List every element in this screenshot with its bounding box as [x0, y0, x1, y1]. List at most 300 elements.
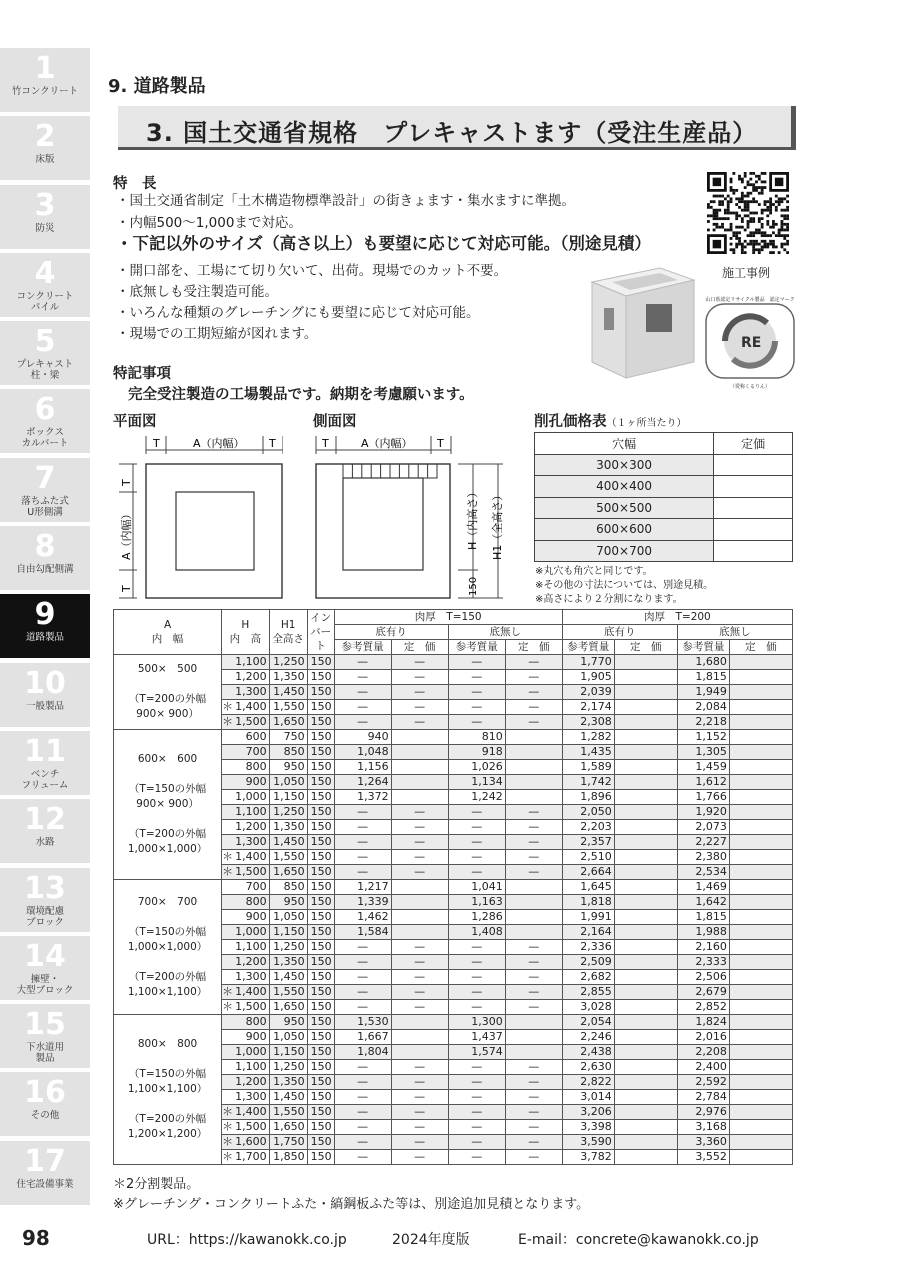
cell-h: 1,300	[233, 685, 269, 700]
cell-t150-nobottom-price: —	[505, 835, 562, 850]
cell-t200-bottom-weight: 1,818	[562, 895, 614, 910]
sidebar-item-11[interactable]	[0, 731, 90, 795]
cell-h1: 1,250	[269, 1060, 307, 1075]
plan-drawing	[113, 430, 283, 602]
cell-t150-bottom-price: —	[391, 700, 448, 715]
cell-t150-nobottom-price: —	[505, 970, 562, 985]
cell-mark	[222, 760, 234, 775]
qr-code-icon[interactable]	[707, 172, 789, 254]
cell-t150-bottom-weight: 1,264	[334, 775, 391, 790]
cell-t200-nobottom-price	[729, 955, 792, 970]
cell-invert: 150	[307, 1150, 334, 1165]
cell-mark	[222, 670, 234, 685]
cell-t200-nobottom-price	[729, 835, 792, 850]
cell-t200-nobottom-weight: 1,949	[677, 685, 729, 700]
cell-t150-bottom-price: —	[391, 985, 448, 1000]
cell-t150-bottom-weight: 1,217	[334, 880, 391, 895]
cell-t200-nobottom-weight: 2,400	[677, 1060, 729, 1075]
cell-h: 1,500	[233, 1120, 269, 1135]
cell-t150-bottom-price: —	[391, 655, 448, 670]
cell-t200-nobottom-weight: 1,920	[677, 805, 729, 820]
cell-t150-nobottom-weight: —	[448, 685, 505, 700]
cell-t200-bottom-price	[614, 670, 677, 685]
feature-item: ・開口部を、工場にて切り欠いて、出荷。現場でのカット不要。	[116, 263, 508, 279]
cell-t200-nobottom-weight: 1,824	[677, 1015, 729, 1030]
cell-t200-nobottom-price	[729, 700, 792, 715]
header-a: A 内 幅	[114, 610, 222, 655]
cell-h1: 1,250	[269, 805, 307, 820]
cell-h1: 1,150	[269, 1045, 307, 1060]
cell-h1: 1,650	[269, 1120, 307, 1135]
sidebar-item-number: 11	[24, 733, 66, 769]
cell-mark	[222, 910, 234, 925]
sidebar-item-9[interactable]	[0, 594, 90, 658]
cell-t150-bottom-weight: —	[334, 685, 391, 700]
cell-mark	[222, 1015, 234, 1030]
cell-t150-nobottom-weight: —	[448, 1000, 505, 1015]
cell-t150-nobottom-weight: —	[448, 670, 505, 685]
sidebar-item-label: その他	[30, 1110, 60, 1122]
cell-mark	[222, 655, 234, 670]
sidebar-item-15[interactable]	[0, 1004, 90, 1068]
cell-t200-bottom-weight: 1,282	[562, 730, 614, 745]
cell-t150-nobottom-weight: 918	[448, 745, 505, 760]
cell-t200-nobottom-price	[729, 970, 792, 985]
cell-t150-nobottom-weight: 1,574	[448, 1045, 505, 1060]
price-value	[714, 519, 793, 541]
cell-t150-nobottom-weight: 810	[448, 730, 505, 745]
cell-t150-bottom-weight: —	[334, 835, 391, 850]
cell-t150-nobottom-price: —	[505, 1060, 562, 1075]
cell-mark	[222, 1090, 234, 1105]
cell-mark: ＊	[222, 1135, 234, 1148]
cell-t150-nobottom-weight: —	[448, 1075, 505, 1090]
footer-url[interactable]: URL：https://kawanokk.co.jp	[147, 1232, 347, 1248]
cell-h: 1,200	[233, 820, 269, 835]
price-header-price: 定価	[714, 433, 793, 455]
cell-t200-bottom-weight: 2,357	[562, 835, 614, 850]
cell-t200-nobottom-weight: 1,152	[677, 730, 729, 745]
cell-h1: 750	[269, 730, 307, 745]
header-weight: 参考質量	[448, 640, 505, 655]
cell-t150-nobottom-price	[505, 1015, 562, 1030]
cell-t150-nobottom-price	[505, 790, 562, 805]
cell-t200-bottom-weight: 2,308	[562, 715, 614, 730]
cell-t200-nobottom-weight: 2,016	[677, 1030, 729, 1045]
cell-t150-bottom-price: —	[391, 865, 448, 880]
cell-t150-nobottom-price: —	[505, 820, 562, 835]
cell-t150-nobottom-price	[505, 925, 562, 940]
cell-t150-nobottom-price: —	[505, 655, 562, 670]
cell-h1: 1,450	[269, 685, 307, 700]
cell-h: 1,400	[233, 850, 269, 865]
product-photo	[582, 264, 702, 382]
sidebar-item-number: 14	[24, 938, 66, 974]
cell-t150-nobottom-price: —	[505, 940, 562, 955]
cell-t200-bottom-price	[614, 730, 677, 745]
cell-t200-bottom-weight: 2,855	[562, 985, 614, 1000]
cell-t200-nobottom-weight: 2,679	[677, 985, 729, 1000]
note-split: ＊2分割製品。	[113, 1177, 200, 1192]
cell-t150-bottom-weight: —	[334, 1135, 391, 1150]
cell-t200-nobottom-price	[729, 1090, 792, 1105]
sidebar-item-1[interactable]	[0, 48, 90, 112]
cell-mark: ＊	[222, 1150, 234, 1163]
cell-t200-nobottom-price	[729, 715, 792, 730]
cell-t200-nobottom-price	[729, 730, 792, 745]
cell-t200-bottom-price	[614, 985, 677, 1000]
spec-table	[113, 609, 793, 1165]
cell-h1: 1,550	[269, 850, 307, 865]
cell-mark: ＊	[222, 1105, 234, 1118]
sidebar-item-number: 16	[24, 1075, 66, 1111]
cell-mark	[222, 1075, 234, 1090]
recycle-mark-re: RE	[741, 335, 762, 351]
cell-mark: ＊	[222, 1000, 234, 1013]
side-t-left: T	[322, 437, 329, 450]
cell-t150-nobottom-price: —	[505, 685, 562, 700]
plan-t-right: T	[269, 437, 276, 450]
cell-t150-nobottom-weight: —	[448, 1135, 505, 1150]
cell-t200-bottom-weight: 3,206	[562, 1105, 614, 1120]
side-t-right: T	[437, 437, 444, 450]
cell-t200-bottom-price	[614, 970, 677, 985]
cell-h: 1,400	[233, 985, 269, 1000]
cell-h: 1,000	[233, 925, 269, 940]
cell-t200-bottom-weight: 2,664	[562, 865, 614, 880]
cell-h: 900	[233, 1030, 269, 1045]
cell-t150-nobottom-price: —	[505, 1090, 562, 1105]
cell-t150-nobottom-price: —	[505, 1135, 562, 1150]
cell-invert: 150	[307, 865, 334, 880]
cell-h: 800	[233, 1015, 269, 1030]
cell-invert: 150	[307, 1135, 334, 1150]
sidebar-item-number: 17	[24, 1143, 66, 1179]
plan-a-label: A（内幅）	[193, 437, 245, 450]
cell-invert: 150	[307, 880, 334, 895]
cell-t200-bottom-weight: 3,782	[562, 1150, 614, 1165]
cell-t200-bottom-weight: 3,398	[562, 1120, 614, 1135]
cell-t150-nobottom-price: —	[505, 1075, 562, 1090]
cell-t200-nobottom-price	[729, 850, 792, 865]
plan-t-bottom: T	[120, 585, 133, 592]
cell-invert: 150	[307, 1030, 334, 1045]
cell-t150-nobottom-weight: —	[448, 835, 505, 850]
sidebar-item-label: プレキャスト 柱・梁	[16, 359, 74, 382]
cell-t200-nobottom-price	[729, 1015, 792, 1030]
sidebar-item-label: 道路製品	[25, 632, 64, 644]
cell-t150-bottom-price: —	[391, 820, 448, 835]
cell-t200-bottom-price	[614, 940, 677, 955]
cell-t150-bottom-weight: 1,584	[334, 925, 391, 940]
cell-h: 1,700	[233, 1150, 269, 1165]
cell-t200-bottom-weight: 2,174	[562, 700, 614, 715]
cell-t200-bottom-weight: 3,014	[562, 1090, 614, 1105]
sidebar-item-16[interactable]	[0, 1072, 90, 1136]
cell-invert: 150	[307, 925, 334, 940]
cell-h1: 1,250	[269, 655, 307, 670]
cell-t150-nobottom-price: —	[505, 700, 562, 715]
feature-item: ・底無しも受注製造可能。	[116, 284, 278, 300]
cell-t200-nobottom-price	[729, 1105, 792, 1120]
side-h-label: H（内高さ）	[466, 486, 479, 550]
cell-t200-nobottom-price	[729, 775, 792, 790]
cell-t200-nobottom-weight: 1,766	[677, 790, 729, 805]
sidebar-item-8[interactable]	[0, 526, 90, 590]
cell-t200-bottom-weight: 2,050	[562, 805, 614, 820]
header-t200: 肉厚 T=200	[562, 610, 792, 625]
cell-t200-nobottom-weight: 2,506	[677, 970, 729, 985]
cell-h1: 1,450	[269, 1090, 307, 1105]
cell-t150-nobottom-weight: 1,300	[448, 1015, 505, 1030]
cell-t150-bottom-weight: —	[334, 940, 391, 955]
cell-t150-bottom-weight: —	[334, 1105, 391, 1120]
cell-t150-bottom-weight: 1,156	[334, 760, 391, 775]
sidebar-item-7[interactable]	[0, 458, 90, 522]
sidebar-item-13[interactable]	[0, 868, 90, 932]
cell-t200-bottom-price	[614, 790, 677, 805]
price-hole-size: 300×300	[535, 454, 714, 476]
cell-t200-bottom-price	[614, 1045, 677, 1060]
cell-t200-bottom-price	[614, 655, 677, 670]
cell-t150-bottom-price: —	[391, 1060, 448, 1075]
cell-h: 700	[233, 745, 269, 760]
header-price: 定 価	[391, 640, 448, 655]
cell-t200-nobottom-price	[729, 685, 792, 700]
cell-mark	[222, 745, 234, 760]
sidebar-item-3[interactable]	[0, 185, 90, 249]
cell-h: 1,200	[233, 670, 269, 685]
cell-mark	[222, 775, 234, 790]
cell-t150-nobottom-price: —	[505, 805, 562, 820]
cell-t200-nobottom-weight: 1,988	[677, 925, 729, 940]
price-note: ※高さにより２分割になります。	[535, 594, 683, 605]
cell-t200-bottom-price	[614, 1000, 677, 1015]
cell-h: 900	[233, 910, 269, 925]
cell-t200-nobottom-price	[729, 745, 792, 760]
price-hole-size: 600×600	[535, 519, 714, 541]
sidebar-item-label: 落ちふた式 U形側溝	[21, 495, 69, 518]
cell-t150-bottom-weight: —	[334, 805, 391, 820]
cell-h1: 1,050	[269, 910, 307, 925]
cell-t150-bottom-price: —	[391, 685, 448, 700]
feature-item: ・内幅500〜1,000まで対応。	[116, 215, 302, 231]
cell-t150-nobottom-price	[505, 760, 562, 775]
header-h1: H1 全高さ	[269, 610, 307, 655]
cell-h1: 1,850	[269, 1150, 307, 1165]
cell-t200-bottom-price	[614, 685, 677, 700]
cell-h: 1,200	[233, 1075, 269, 1090]
cell-t200-nobottom-price	[729, 910, 792, 925]
cell-t200-bottom-weight: 2,246	[562, 1030, 614, 1045]
cell-mark	[222, 835, 234, 850]
cell-t150-bottom-price	[391, 790, 448, 805]
cell-t200-bottom-weight: 1,742	[562, 775, 614, 790]
cell-t200-nobottom-price	[729, 655, 792, 670]
cell-t150-bottom-weight: 940	[334, 730, 391, 745]
side-a-label: A（内幅）	[361, 437, 413, 450]
cell-h: 1,300	[233, 835, 269, 850]
cell-h1: 1,450	[269, 970, 307, 985]
cell-t150-bottom-weight: 1,462	[334, 910, 391, 925]
cell-h1: 1,750	[269, 1135, 307, 1150]
cell-h1: 1,150	[269, 790, 307, 805]
price-hole-size: 500×500	[535, 497, 714, 519]
price-row	[535, 476, 793, 498]
cell-invert: 150	[307, 715, 334, 730]
cell-t200-bottom-price	[614, 880, 677, 895]
cell-h1: 950	[269, 760, 307, 775]
cell-mark: ＊	[222, 985, 234, 998]
sidebar-item-6[interactable]	[0, 389, 90, 453]
sidebar-item-label: 竹コンクリート	[11, 86, 79, 97]
price-value	[714, 497, 793, 519]
cell-mark	[222, 940, 234, 955]
sidebar-item-12[interactable]	[0, 799, 90, 863]
plan-t-left: T	[153, 437, 160, 450]
cell-t200-bottom-price	[614, 820, 677, 835]
special-heading: 特記事項	[113, 366, 171, 382]
cell-t200-nobottom-weight: 1,612	[677, 775, 729, 790]
cell-invert: 150	[307, 655, 334, 670]
cell-t200-bottom-weight: 2,438	[562, 1045, 614, 1060]
cell-t150-bottom-price	[391, 880, 448, 895]
cell-h: 900	[233, 775, 269, 790]
cell-h: 800	[233, 895, 269, 910]
sidebar-item-number: 10	[24, 665, 66, 701]
plan-label: 平面図	[113, 414, 157, 430]
cell-t150-bottom-weight: 1,339	[334, 895, 391, 910]
cell-t200-bottom-price	[614, 865, 677, 880]
cell-t150-bottom-price: —	[391, 1090, 448, 1105]
footer-email[interactable]: E-mail：concrete@kawanokk.co.jp	[518, 1232, 759, 1248]
cell-t150-nobottom-weight: 1,242	[448, 790, 505, 805]
cell-invert: 150	[307, 1060, 334, 1075]
cell-t200-nobottom-price	[729, 940, 792, 955]
price-row	[535, 454, 793, 476]
cell-t200-bottom-price	[614, 745, 677, 760]
sidebar-item-label: 住宅設備事業	[16, 1178, 74, 1190]
cell-t150-nobottom-weight: 1,408	[448, 925, 505, 940]
cell-h: 1,500	[233, 865, 269, 880]
sidebar-item-2[interactable]	[0, 116, 90, 180]
cell-t200-nobottom-weight: 3,552	[677, 1150, 729, 1165]
cell-t150-bottom-weight: 1,804	[334, 1045, 391, 1060]
header-weight: 参考質量	[677, 640, 729, 655]
section-title: 9. 道路製品	[108, 76, 206, 97]
cell-t200-bottom-price	[614, 955, 677, 970]
side-h1-label: H1（全高さ）	[491, 489, 504, 560]
cell-t200-bottom-price	[614, 1030, 677, 1045]
cell-mark	[222, 1045, 234, 1060]
cell-t150-nobottom-price: —	[505, 1120, 562, 1135]
sidebar-item-number: 9	[34, 597, 56, 633]
cell-invert: 150	[307, 790, 334, 805]
cell-t200-nobottom-price	[729, 1075, 792, 1090]
cell-t200-nobottom-weight: 2,073	[677, 820, 729, 835]
cell-h: 1,600	[233, 1135, 269, 1150]
header-price: 定 価	[729, 640, 792, 655]
cell-invert: 150	[307, 850, 334, 865]
header-t200-nobottom: 底無し	[677, 625, 792, 640]
cell-t200-nobottom-weight: 3,168	[677, 1120, 729, 1135]
cell-t200-bottom-weight: 2,822	[562, 1075, 614, 1090]
cell-t200-nobottom-weight: 2,976	[677, 1105, 729, 1120]
price-row	[535, 519, 793, 541]
cell-t200-nobottom-price	[729, 1060, 792, 1075]
cell-t150-nobottom-weight: —	[448, 1105, 505, 1120]
side-150-label: 150	[468, 576, 479, 596]
cell-invert: 150	[307, 1120, 334, 1135]
cell-t150-bottom-weight: —	[334, 955, 391, 970]
cell-mark	[222, 880, 234, 895]
cell-h: 1,400	[233, 700, 269, 715]
cell-t150-nobottom-price	[505, 775, 562, 790]
table-row	[114, 1015, 793, 1030]
cell-t200-bottom-weight: 2,203	[562, 820, 614, 835]
cell-t150-bottom-price	[391, 760, 448, 775]
cell-t150-nobottom-weight: —	[448, 1150, 505, 1165]
cell-t200-bottom-price	[614, 700, 677, 715]
cell-t150-bottom-price: —	[391, 1135, 448, 1150]
cell-t150-bottom-weight: —	[334, 1090, 391, 1105]
cell-t200-bottom-weight: 2,336	[562, 940, 614, 955]
cell-t200-bottom-weight: 2,164	[562, 925, 614, 940]
cell-t200-bottom-weight: 3,028	[562, 1000, 614, 1015]
cell-t200-bottom-price	[614, 895, 677, 910]
cell-h: 1,100	[233, 1060, 269, 1075]
cell-t200-nobottom-weight: 1,642	[677, 895, 729, 910]
sidebar-item-label: 防災	[35, 222, 55, 234]
cell-t150-nobottom-price	[505, 880, 562, 895]
cell-t200-bottom-weight: 3,590	[562, 1135, 614, 1150]
cell-mark	[222, 820, 234, 835]
cell-t200-nobottom-price	[729, 985, 792, 1000]
sidebar-item-17[interactable]	[0, 1141, 90, 1205]
cell-t200-nobottom-price	[729, 1120, 792, 1135]
cell-t150-nobottom-price: —	[505, 955, 562, 970]
cell-h: 1,500	[233, 715, 269, 730]
cell-t200-nobottom-weight: 3,360	[677, 1135, 729, 1150]
cell-t200-bottom-weight: 1,896	[562, 790, 614, 805]
cell-t150-bottom-weight: —	[334, 1060, 391, 1075]
price-hole-size: 700×700	[535, 540, 714, 562]
cell-mark	[222, 1030, 234, 1045]
cell-t150-bottom-weight: 1,048	[334, 745, 391, 760]
sidebar-item-5[interactable]	[0, 321, 90, 385]
sidebar-item-14[interactable]	[0, 936, 90, 1000]
cell-t200-nobottom-weight: 1,815	[677, 910, 729, 925]
cell-invert: 150	[307, 685, 334, 700]
cell-t150-bottom-price: —	[391, 715, 448, 730]
cell-t150-bottom-weight: —	[334, 865, 391, 880]
cell-t200-nobottom-price	[729, 880, 792, 895]
cell-t200-bottom-price	[614, 760, 677, 775]
cell-mark	[222, 970, 234, 985]
cell-t200-nobottom-price	[729, 1045, 792, 1060]
cell-t150-bottom-price: —	[391, 1120, 448, 1135]
cell-t200-bottom-weight: 1,770	[562, 655, 614, 670]
cell-h1: 1,550	[269, 700, 307, 715]
price-note: ※丸穴も角穴と同じです。	[535, 566, 653, 577]
recycle-mark-sub: （愛称くるりん）	[729, 384, 770, 390]
cell-invert: 150	[307, 910, 334, 925]
cell-t200-bottom-weight: 2,039	[562, 685, 614, 700]
price-value	[714, 476, 793, 498]
cell-invert: 150	[307, 955, 334, 970]
sidebar-item-10[interactable]	[0, 663, 90, 727]
sidebar-item-4[interactable]	[0, 253, 90, 317]
